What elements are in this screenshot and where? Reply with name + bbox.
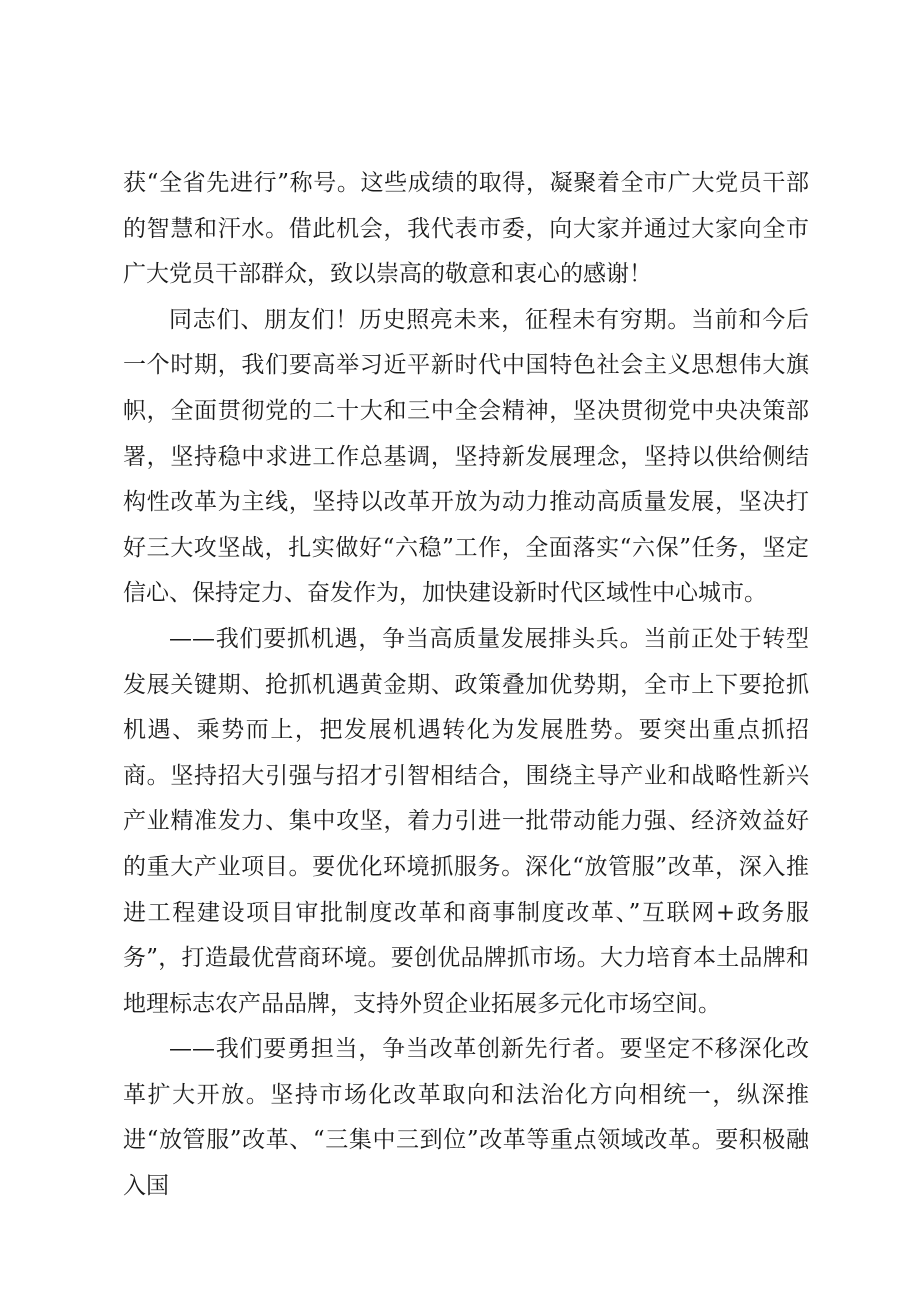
- paragraph-reform: ——我们要勇担当，争当改革创新先行者。要坚定不移深化改革扩大开放。坚持市场化改革取向和法治化方向相统一，纵深推进“放管服”改革、“三集中三到位”改革等重点领域改革。要积极融入国: [123, 1036, 809, 1200]
- paragraph-continuation: 获“全省先进行”称号。这些成绩的取得，凝聚着全市广大党员干部的智慧和汗水。借此机会，我代表市委，向大家并通过大家向全市广大党员干部群众，致以崇高的敬意和衷心的感谢！: [123, 170, 809, 288]
- paragraph-opportunity: ——我们要抓机遇，争当高质量发展排头兵。当前正处于转型发展关键期、抢抓机遇黄金期、政策叠加优势期，全市上下要抢抓机遇、乘势而上，把发展机遇转化为发展胜势。要突出重点抓招商。坚持招大引强与招才引智相结合，围绕主导产业和战略性新兴产业精准发力、集中攻坚，着力引进一批带动能力强、经济效益好的重大产业项目。要优化环境抓服务。深化“放管服”改革，深入推进工程建设项目审批制度改革和商事制度改革、”互联网+政务服务”，打造最优营商环境。要创优品牌抓市场。大力培育本土品牌和地理标志农产品品牌，支持外贸企业拓展多元化市场空间。: [123, 625, 809, 1017]
- document-body: [123, 161, 809, 1210]
- paragraph-comrades: 同志们、朋友们！历史照亮未来，征程未有穷期。当前和今后一个时期，我们要高举习近平新时代中国特色社会主义思想伟大旗帜，全面贯彻党的二十大和三中全会精神，坚决贯彻党中央决策部署，坚持稳中求进工作总基调，坚持新发展理念，坚持以供给侧结构性改革为主线，坚持以改革开放为动力推动高质量发展，坚决打好三大攻坚战，扎实做好“六稳”工作，全面落实“六保”任务，坚定信心、保持定力、奋发作为，加快建设新时代区域性中心城市。: [123, 306, 809, 607]
